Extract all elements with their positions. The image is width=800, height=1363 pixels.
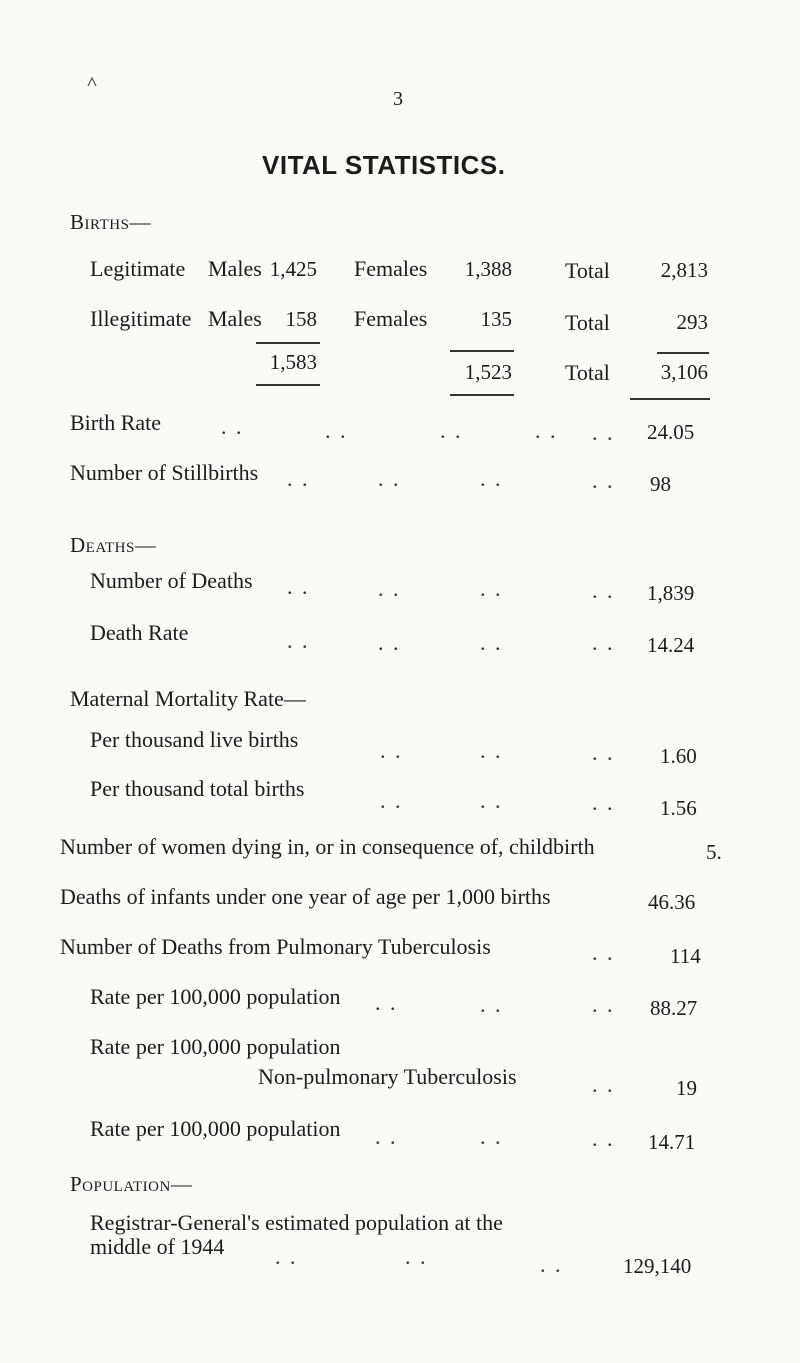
dot-leader: . .: [592, 790, 615, 815]
females-sum-value: 1,523: [464, 360, 512, 384]
dot-leader: . .: [378, 466, 401, 491]
total-sum-rule-top: [657, 352, 709, 354]
dot-leader: . .: [592, 1072, 615, 1097]
maternal-per-live-label: Per thousand live births: [90, 727, 299, 752]
birth-rate-value: 24.05: [647, 420, 695, 444]
non-pulmonary-rate2-label: Rate per 100,000 population: [90, 1116, 341, 1141]
males-sum-rule-top: [256, 342, 320, 344]
legitimate-label: Legitimate: [90, 256, 186, 281]
pulmonary-rate-value: 88.27: [650, 996, 698, 1020]
grand-total-label: Total: [565, 360, 610, 385]
males-sum-value: 1,583: [269, 350, 317, 374]
legitimate-females-label: Females: [354, 256, 428, 281]
legitimate-total-value: 2,813: [660, 258, 708, 282]
dot-leader: . .: [480, 630, 503, 655]
dot-leader: . .: [592, 740, 615, 765]
dot-leader: . .: [375, 990, 398, 1015]
deaths-number-label: Number of Deaths: [90, 568, 253, 593]
maternal-per-total-value: 1.56: [660, 796, 697, 820]
total-sum-rule-bottom: [630, 398, 710, 400]
non-pulmonary-rate-value: 14.71: [648, 1130, 696, 1154]
maternal-per-total-label: Per thousand total births: [90, 776, 305, 801]
corner-mark-icon: [86, 76, 98, 88]
illegitimate-males-value: 158: [285, 307, 317, 331]
dot-leader: . .: [378, 630, 401, 655]
dot-leader: . .: [480, 466, 503, 491]
population-label-line2: middle of 1944: [90, 1234, 225, 1259]
females-sum-rule-bottom: [450, 394, 514, 396]
deaths-heading: Deaths—: [70, 533, 157, 557]
pulmonary-deaths-label: Number of Deaths from Pulmonary Tuberculosis: [60, 934, 491, 959]
dot-leader: . .: [405, 1244, 428, 1269]
dot-leader: . .: [375, 1124, 398, 1149]
legitimate-males-label: Males: [208, 256, 262, 281]
infant-deaths-label: Deaths of infants under one year of age per 1,000 births: [60, 884, 551, 909]
stillbirths-label: Number of Stillbirths: [70, 460, 259, 485]
legitimate-total-label: Total: [565, 258, 610, 283]
dot-leader: . .: [287, 466, 310, 491]
dot-leader: . .: [287, 574, 310, 599]
population-value: 129,140: [623, 1254, 692, 1278]
dot-leader: . .: [592, 420, 615, 445]
population-label-line1: Registrar-General's estimated population at the: [90, 1210, 503, 1235]
death-rate-value: 14.24: [647, 633, 695, 657]
dot-leader: . .: [480, 576, 503, 601]
population-heading: Population—: [70, 1172, 193, 1196]
non-pulmonary-value: 19: [676, 1076, 697, 1100]
page-number: 3: [393, 88, 403, 110]
dot-leader: . .: [480, 738, 503, 763]
dot-leader: . .: [380, 738, 403, 763]
dot-leader: . .: [325, 418, 348, 443]
dot-leader: . .: [275, 1244, 298, 1269]
dot-leader: . .: [378, 576, 401, 601]
births-heading: Births—: [70, 210, 151, 234]
women-dying-label: Number of women dying in, or in consequence of, childbirth: [60, 834, 595, 859]
dot-leader: . .: [592, 578, 615, 603]
dot-leader: . .: [540, 1252, 563, 1277]
grand-total-value: 3,106: [660, 360, 708, 384]
dot-leader: . .: [480, 788, 503, 813]
dot-leader: . .: [535, 418, 558, 443]
illegitimate-males-label: Males: [208, 306, 262, 331]
dot-leader: . .: [592, 940, 615, 965]
dot-leader: . .: [440, 418, 463, 443]
illegitimate-label: Illegitimate: [90, 306, 192, 331]
illegitimate-total-value: 293: [676, 310, 708, 334]
dot-leader: . .: [592, 992, 615, 1017]
illegitimate-females-value: 135: [480, 307, 512, 331]
illegitimate-females-label: Females: [354, 306, 428, 331]
illegitimate-total-label: Total: [565, 310, 610, 335]
dot-leader: . .: [592, 468, 615, 493]
dot-leader: . .: [480, 1124, 503, 1149]
deaths-number-value: 1,839: [647, 581, 695, 605]
dot-leader: . .: [287, 628, 310, 653]
legitimate-males-value: 1,425: [269, 257, 317, 281]
death-rate-label: Death Rate: [90, 620, 189, 645]
dot-leader: . .: [592, 630, 615, 655]
stillbirths-value: 98: [650, 472, 671, 496]
dot-leader: . .: [380, 788, 403, 813]
birth-rate-label: Birth Rate: [70, 410, 162, 435]
pulmonary-deaths-value: 114: [670, 944, 701, 968]
legitimate-females-value: 1,388: [464, 257, 512, 281]
dot-leader: . .: [592, 1126, 615, 1151]
maternal-per-live-value: 1.60: [660, 744, 697, 768]
infant-deaths-value: 46.36: [648, 890, 696, 914]
pulmonary-rate-label: Rate per 100,000 population: [90, 984, 341, 1009]
maternal-heading: Maternal Mortality Rate—: [70, 686, 306, 711]
dot-leader: . .: [221, 414, 244, 439]
dot-leader: . .: [480, 992, 503, 1017]
women-dying-value: 5.: [706, 840, 722, 864]
non-pulmonary-rate-label: Rate per 100,000 population: [90, 1034, 341, 1059]
females-sum-rule-top: [450, 350, 514, 352]
page-title: VITAL STATISTICS.: [262, 150, 506, 180]
males-sum-rule-bottom: [256, 384, 320, 386]
non-pulmonary-sublabel: Non-pulmonary Tuberculosis: [258, 1064, 517, 1089]
